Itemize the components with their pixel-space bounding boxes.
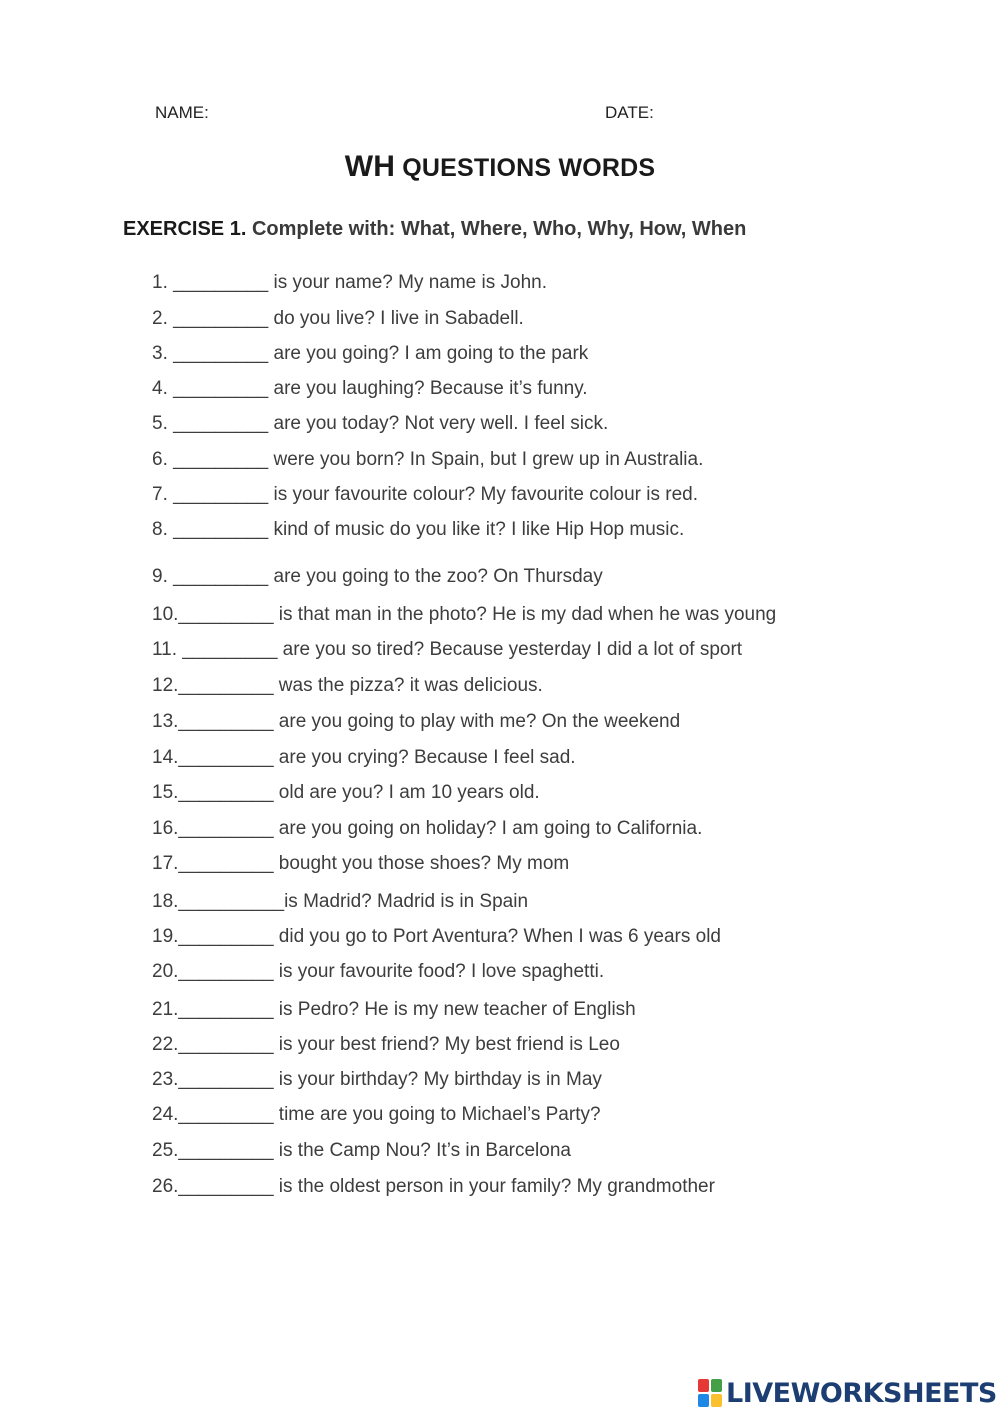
question-item[interactable]: 12._________ was the pizza? it was delicious.	[152, 675, 543, 696]
liveworksheets-logo-icon	[698, 1379, 722, 1407]
question-item[interactable]: 21._________ is Pedro? He is my new teacher of English	[152, 999, 636, 1020]
page-title	[0, 150, 1000, 184]
question-item[interactable]: 22._________ is your best friend? My best friend is Leo	[152, 1034, 620, 1055]
question-item[interactable]: 2. _________ do you live? I live in Sabadell.	[152, 308, 524, 329]
question-item[interactable]: 16._________ are you going on holiday? I am going to California.	[152, 818, 703, 839]
question-item[interactable]: 9. _________ are you going to the zoo? On Thursday	[152, 566, 603, 587]
logo-text: LIVEWORKSHEETS	[726, 1377, 997, 1409]
question-item[interactable]: 18.__________is Madrid? Madrid is in Spain	[152, 891, 529, 912]
exercise-label: EXERCISE 1.	[123, 218, 247, 240]
question-item[interactable]: 7. _________ is your favourite colour? My favourite colour is red.	[152, 484, 699, 505]
title-rest: QUESTIONS WORDS	[402, 154, 656, 182]
date-label: DATE:	[605, 103, 654, 122]
question-item[interactable]: 8. _________ kind of music do you like it? I like Hip Hop music.	[152, 519, 685, 540]
question-item[interactable]: 25._________ is the Camp Nou? It’s in Barcelona	[152, 1140, 571, 1161]
question-item[interactable]: 14._________ are you crying? Because I feel sad.	[152, 747, 576, 768]
question-item[interactable]: 6. _________ were you born? In Spain, but I grew up in Australia.	[152, 449, 704, 470]
name-label: NAME:	[155, 103, 209, 122]
liveworksheets-logo	[698, 1375, 997, 1411]
question-item[interactable]: 26._________ is the oldest person in your family? My grandmother	[152, 1176, 715, 1197]
exercise-instruction: Complete with: What, Where, Who, Why, How, When	[251, 218, 747, 240]
question-item[interactable]: 4. _________ are you laughing? Because it’s funny.	[152, 378, 588, 399]
question-item[interactable]: 23._________ is your birthday? My birthday is in May	[152, 1069, 602, 1090]
question-item[interactable]: 13._________ are you going to play with me? On the weekend	[152, 711, 681, 732]
title-prefix: WH	[344, 150, 396, 183]
question-item[interactable]: 19._________ did you go to Port Aventura? When I was 6 years old	[152, 926, 721, 947]
question-item[interactable]: 5. _________ are you today? Not very well. I feel sick.	[152, 413, 609, 434]
question-item[interactable]: 17._________ bought you those shoes? My mom	[152, 853, 570, 874]
exercise-heading	[123, 218, 746, 241]
question-item[interactable]: 24._________ time are you going to Michael’s Party?	[152, 1104, 601, 1125]
question-item[interactable]: 1. _________ is your name? My name is John.	[152, 272, 548, 293]
question-item[interactable]: 11. _________ are you so tired? Because yesterday I did a lot of sport	[152, 639, 743, 660]
question-item[interactable]: 10._________ is that man in the photo? He is my dad when he was young	[152, 604, 777, 625]
question-item[interactable]: 20._________ is your favourite food? I love spaghetti.	[152, 961, 605, 982]
question-item[interactable]: 3. _________ are you going? I am going to the park	[152, 343, 589, 364]
question-item[interactable]: 15._________ old are you? I am 10 years old.	[152, 782, 540, 803]
